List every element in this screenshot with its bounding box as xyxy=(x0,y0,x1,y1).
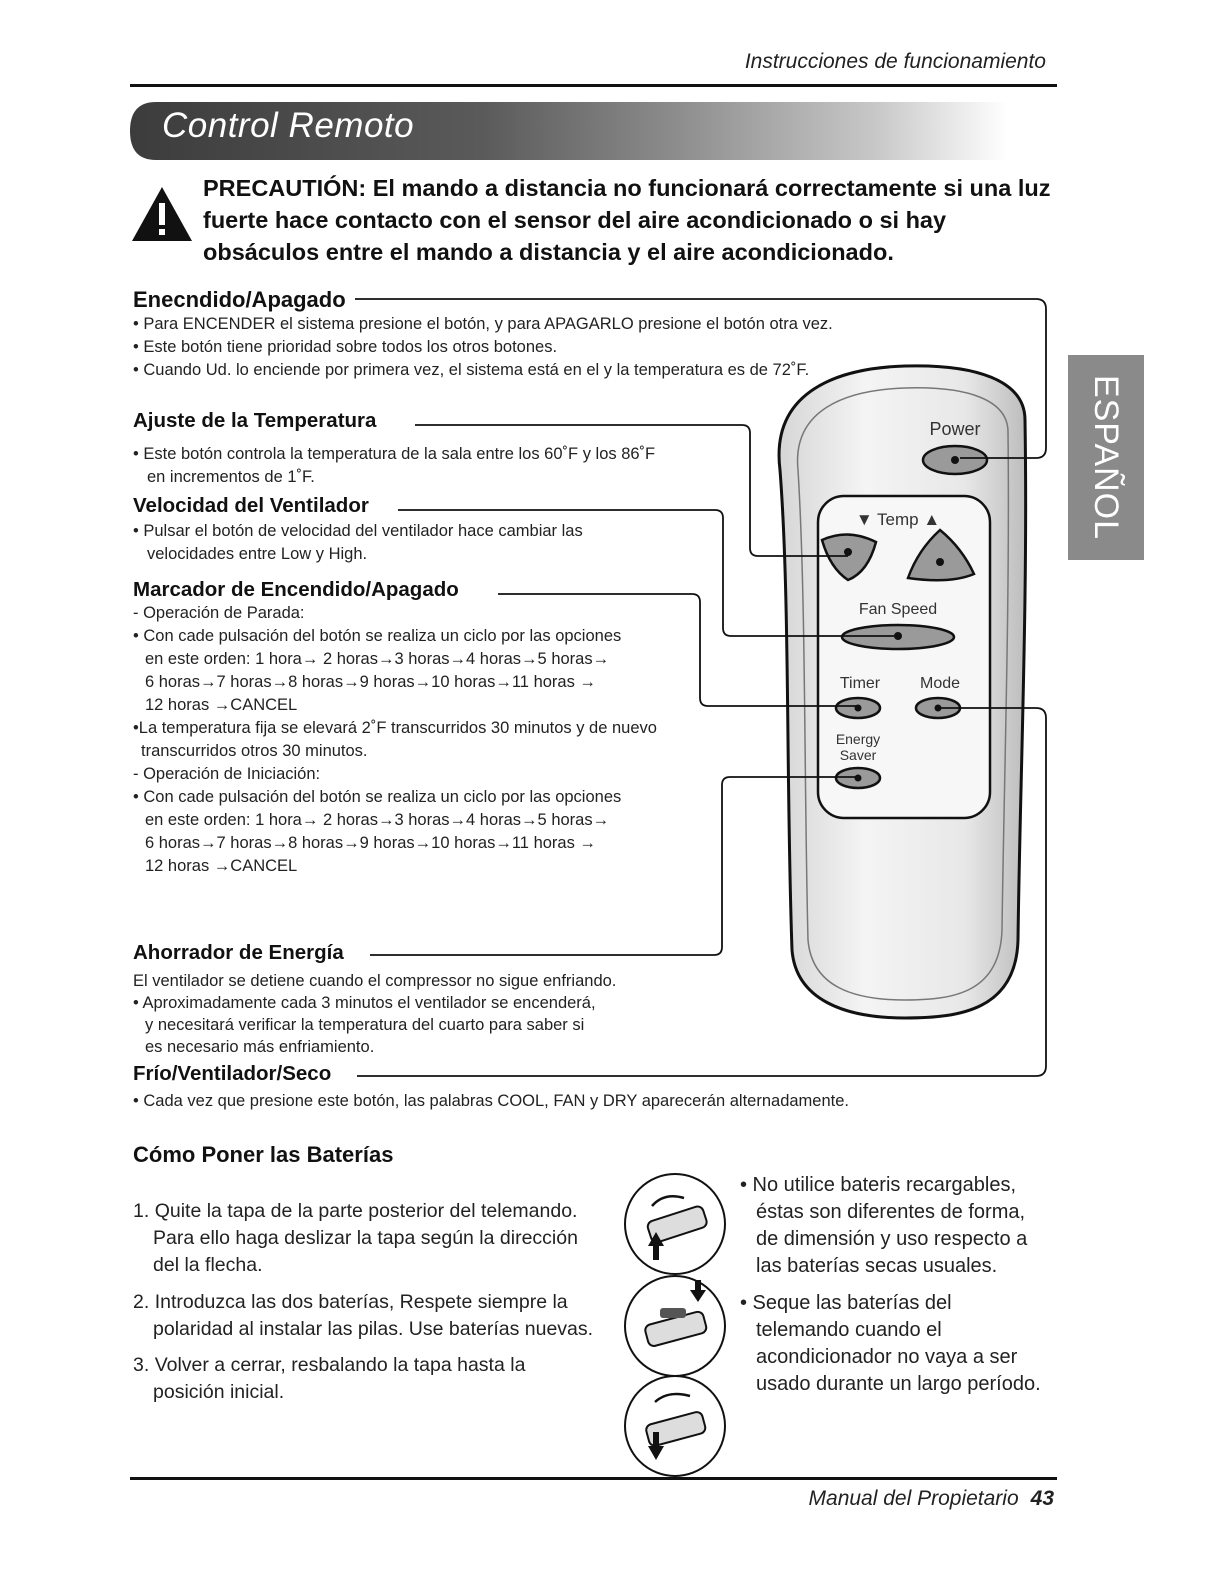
fan-label: Fan Speed xyxy=(858,601,938,618)
mode-label: Mode xyxy=(919,675,961,692)
mode-text: • Cada vez que presione este botón, las palabras COOL, FAN y DRY aparecerán alternadamente. xyxy=(133,1092,849,1110)
banner-title: Control Remoto xyxy=(162,106,415,145)
power-line: • Cuando Ud. lo enciende por primera vez, el sistema está en el y la temperatura es de 72˚F. xyxy=(133,361,810,379)
temp-label: ▼ Temp ▲ xyxy=(855,510,941,529)
battery-step-3: 3. Volver a cerrar, resbalando la tapa hasta la posición inicial. xyxy=(133,1354,526,1403)
mode-title: Frío/Ventilador/Seco xyxy=(133,1062,332,1085)
timer-label: Timer xyxy=(839,675,881,692)
footer-manual: Manual del Propietario xyxy=(808,1487,1019,1510)
temp-title: Ajuste de la Temperatura xyxy=(133,409,377,432)
battery-step-1-icon xyxy=(625,1174,725,1274)
timer-title: Marcador de Encendido/Apagado xyxy=(133,578,459,601)
footer xyxy=(809,1487,1054,1511)
power-line: • Este botón tiene prioridad sobre todos los otros botones. xyxy=(133,338,558,356)
battery-note-2: • Seque las baterías del telemando cuando el acondicionador no vaya a ser usado durante un largo período. xyxy=(740,1292,1041,1395)
batteries-title: Cómo Poner las Baterías xyxy=(133,1142,394,1167)
energy-label-2: Saver xyxy=(839,747,877,763)
fan-text: • Pulsar el botón de velocidad del ventilador hace cambiar las velocidades entre Low y High. xyxy=(133,522,583,563)
battery-step-3-icon xyxy=(625,1376,725,1476)
energy-label-1: Energy xyxy=(835,731,881,747)
language-tab-label: ESPAÑOL xyxy=(1087,374,1126,541)
power-text xyxy=(133,313,833,382)
caution-text: PRECAUTIÓN: El mando a distancia no funcionará correctamente si una luz fuerte hace contacto con el sensor del aire acondicionado o si hay obsáculos entre el mando a distancia y el aire acondicionado. xyxy=(203,175,1051,265)
power-line: • Para ENCENDER el sistema presione el botón, y para APAGARLO presione el botón otra vez. xyxy=(133,315,833,333)
battery-note-1: • No utilice bateris recargables, éstas son diferentes de forma, de dimensión y uso respecto a las baterías secas usuales. xyxy=(740,1174,1028,1277)
running-header: Instrucciones de funcionamiento xyxy=(744,50,1046,73)
timer-text: - Operación de Parada: • Con cade pulsación del botón se realiza un ciclo por las opciones en este orden: 1 hora→ 2 horas→3 horas→4 horas→5 horas→ 6 horas→7 horas→8 horas→9 horas→10 horas→11 horas → 12 horas →CANCEL •La temperatura fija se elevará 2˚F transcurridos 30 minutos y de nuevo transcurridos otros 30 minutos. - Operación de Iniciación: • Con cade pulsación del botón se realiza un ciclo por las opciones en este orden: 1 hora→ 2 horas→3 horas→4 horas→5 horas→ 6 horas→7 horas→8 horas→9 horas→10 horas→11 horas → 12 horas →CANCEL xyxy=(133,604,657,875)
battery-step-2: 2. Introduzca las dos baterías, Respete siempre la polaridad al instalar las pilas. Use baterías nuevas. xyxy=(133,1291,594,1340)
temp-text: • Este botón controla la temperatura de la sala entre los 60˚F y los 86˚F en incrementos de 1˚F. xyxy=(133,445,656,486)
footer-rule xyxy=(130,1477,1057,1480)
battery-step-2-icon xyxy=(625,1276,725,1376)
energy-text: El ventilador se detiene cuando el compressor no sigue enfriando. • Aproximadamente cada 3 minutos el ventilador se encenderá, y necesitará verificar la temperatura del cuarto para saber si es necesario más enfriamiento. xyxy=(133,972,617,1056)
fan-title: Velocidad del Ventilador xyxy=(133,494,369,517)
power-title: Enecndido/Apagado xyxy=(133,287,346,312)
page-number: 43 xyxy=(1030,1487,1054,1510)
power-label: Power xyxy=(929,419,981,439)
energy-title: Ahorrador de Energía xyxy=(133,941,344,964)
battery-step-1: 1. Quite la tapa de la parte posterior del telemando. Para ello haga deslizar la tapa según la dirección del la flecha. xyxy=(133,1200,578,1276)
